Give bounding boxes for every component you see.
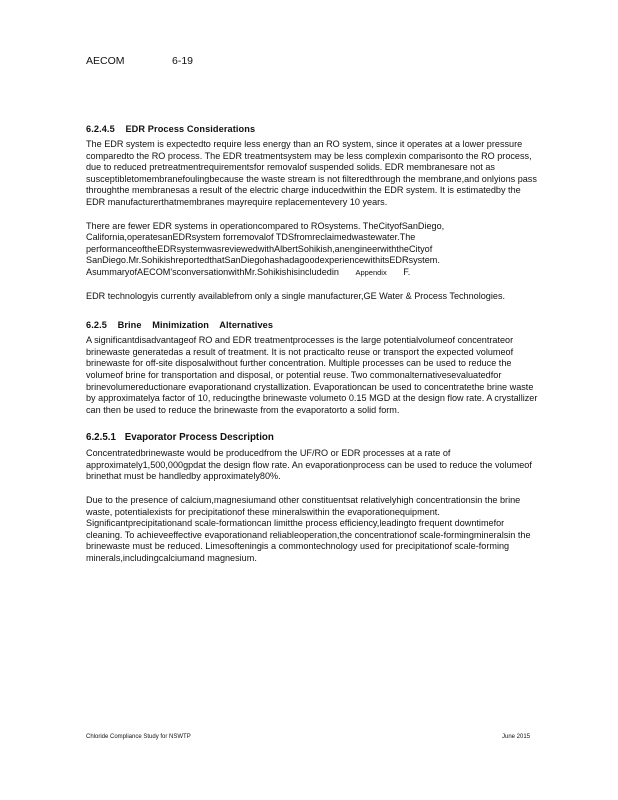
- paragraph: Due to the presence of calcium,magnesiumand other constituentsat relativelyhigh concentrationsin the brine waste, potentialexists for precipitationof these mineralswithin the evaporationequipment. Significantprecipitationand scale-formationcan limitthe process efficiency,leadingto frequent downtimefor cleaning. To achieveeffective evaporationand reliableoperation,the concentrationof scale-formingmineralsin the brinewaste must be reduced. Limesofteningis a commontechnology used for precipitationof scale-forming minerals,includingcalciumand magnesium.: [86, 495, 531, 564]
- document-body: [86, 124, 539, 577]
- paragraph: Concentratedbrinewaste would be producedfrom the UF/RO or EDR processes at a rate of approximately1,500,000gpdat the design flow rate. An evaporationprocess can be used to reduce the volumeof brinethat must be handledby approximately80%.: [86, 448, 532, 482]
- paragraph-text: There are fewer EDR systems in operationcompared to ROsystems. TheCityofSanDiego, California,operatesanEDRsystem forremovalof TDSfromreclaimedwastewater.The performanceoftheEDRsystemwasreviewedwithAlbertSohikish,anengineerwiththeCityof SanDiego.Mr.SohikishreportedthatSanDiegohashadagoodexperiencewithitsEDRsystem. AsummaryofAECOM'sconversationwithMr.Sohikishisincludedin: [86, 220, 445, 277]
- section-heading-evaporator: [86, 432, 539, 443]
- appendix-reference: Appendix: [355, 267, 387, 277]
- paragraph: [86, 221, 539, 279]
- appendix-letter: F.: [403, 266, 411, 277]
- header-organization: AECOM: [86, 55, 125, 67]
- paragraph: The EDR system is expectedto require less energy than an RO system, since it operates at a lower pressure comparedto the RO process. The EDR treatmentsystem may be less complexin comparisonto the RO process, due to reduced pretreatmentrequirementsfor removalof suspended solids. EDR membranesare not as susceptibletomembranefoulingbecause the waste stream is not filteredthrough the membrane,and onlyions pass throughthe membranesas a result of the electric charge inducedwithin the EDR system. It is estimatedby the EDR manufacturerthatmembranes mayrequire replacementevery 10 years.: [86, 139, 537, 207]
- paragraph: A significantdisadvantageof RO and EDR treatmentprocesses is the large potentialvolumeof concentrateor brinewaste generatedas a result of treatment. It is not practicalto reuse or transport the expected volumeof brinewaste for off-site disposalwithout further concentration. Multiple processes can be used to reduce the volumeof brine for transportation and disposal, or potential reuse. Two commonalternativesevaluatedfor brinevolumereductionare evaporationand crystallization. Evaporationcan be used to concentratethe brine waste by approximatelya factor of 10, reducingthe brinewaste volumeto 0.15 MGD at the design flow rate. A crystallizer can then be used to reduce the brinewaste from the evaporatorto a solid form.: [86, 335, 538, 415]
- section-heading-edr: [86, 124, 539, 134]
- section-title: Brine Minimization Alternatives: [117, 320, 274, 331]
- paragraph: EDR technologyis currently availablefrom only a single manufacturer,GE Water & Process Technologies.: [86, 290, 506, 301]
- section-title: EDR Process Considerations: [125, 124, 256, 134]
- section-number: 6.2.4.5: [86, 124, 115, 134]
- footer-date: June 2015: [502, 734, 531, 740]
- header-page-number: 6-19: [172, 55, 194, 67]
- footer-document-title: Chloride Compliance Study for NSWTP: [86, 734, 191, 740]
- section-number: 6.2.5: [86, 320, 107, 331]
- section-heading-brine: [86, 320, 539, 330]
- section-number: 6.2.5.1: [86, 432, 116, 444]
- section-title: Evaporator Process Description: [124, 432, 274, 444]
